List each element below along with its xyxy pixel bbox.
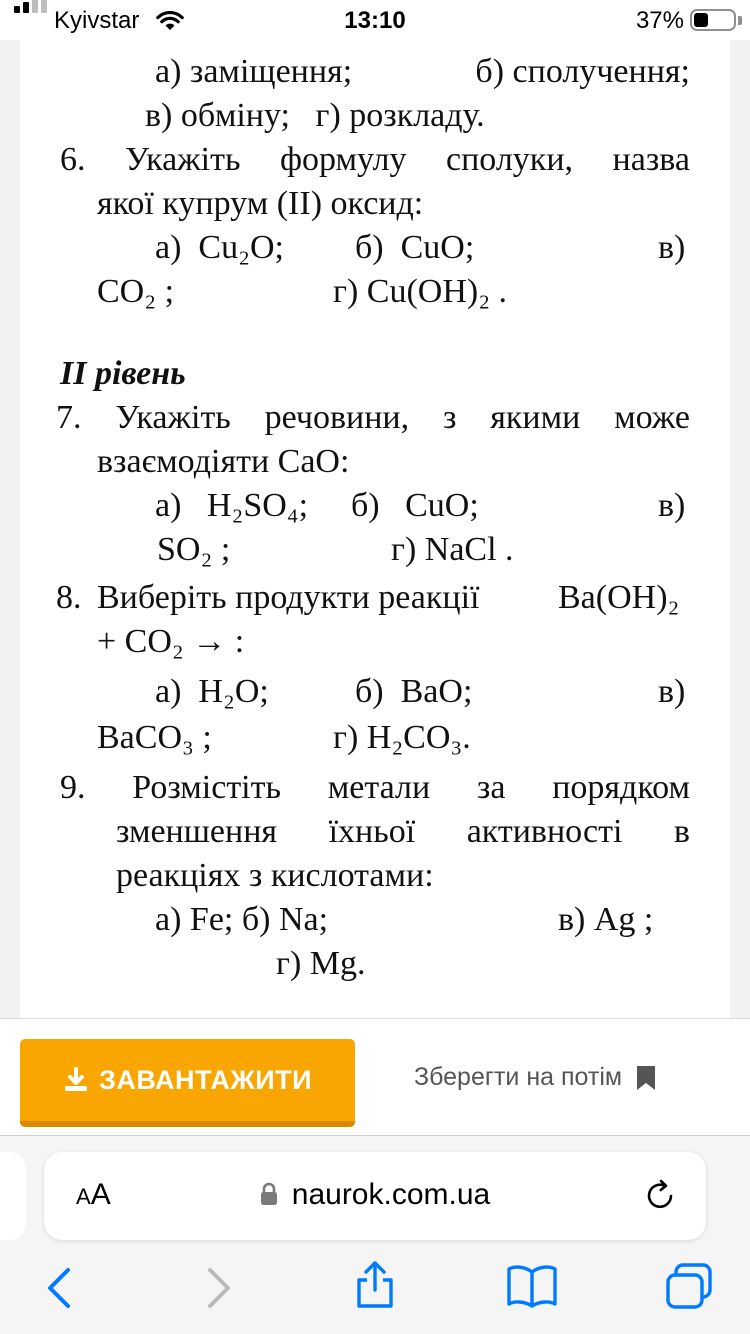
q9-option-c: в) Ag ; (558, 901, 654, 938)
download-button-label: ЗАВАНТАЖИТИ (98, 1064, 313, 1095)
q7-option-a (155, 484, 308, 528)
q7-word: може (614, 399, 690, 436)
q8-option-b-formula: BaO; (400, 673, 473, 710)
back-icon[interactable] (44, 1266, 74, 1310)
save-later-label: Зберегти на потім (414, 1063, 623, 1091)
q7-option-a-formula: H₂SO₄; (206, 487, 309, 524)
option-label: б) (355, 229, 384, 266)
q7-option-b (351, 484, 479, 528)
download-bar (0, 1018, 750, 1136)
option-label: а) (155, 229, 182, 266)
q9-word: в (673, 813, 690, 850)
save-later-button[interactable] (414, 1063, 656, 1092)
q8-option-a (155, 670, 269, 714)
q9-word: зменшення (116, 813, 278, 850)
q9-word: їхньої (328, 813, 416, 850)
q7-option-c-label: в) (658, 487, 686, 524)
q6-option-a-formula: Cu₂O; (198, 229, 284, 266)
forward-icon[interactable] (204, 1266, 234, 1310)
q9-line1 (60, 766, 690, 810)
q6-option-c-label: в) (658, 229, 686, 266)
url-text: naurok.com.ua (291, 1178, 491, 1211)
q6-option-d: г) Cu(OH)₂ . (333, 273, 508, 310)
option-label: а) (155, 673, 182, 710)
url-display[interactable] (44, 1178, 706, 1212)
option-label: а) (155, 487, 182, 524)
clock: 13:10 (344, 7, 406, 34)
battery-cap (738, 16, 742, 25)
q6-option-a (155, 226, 284, 270)
q6-number: 6. (60, 141, 86, 178)
q6-option-b (355, 226, 474, 270)
carrier-name: Kyivstar (54, 7, 140, 34)
download-button[interactable] (20, 1039, 355, 1127)
q8-line1-formula: Ba(OH)₂ (558, 579, 680, 616)
q9-word: порядком (552, 769, 690, 806)
share-icon[interactable] (354, 1260, 396, 1310)
q6-line2: якої купрум (ІІ) оксид: (97, 185, 424, 222)
q7-word: Укажіть (115, 399, 231, 436)
q9-number: 9. (60, 769, 86, 806)
q7-word: речовини, (264, 399, 410, 436)
bookmarks-icon[interactable] (506, 1264, 558, 1308)
document-text (0, 40, 750, 1018)
q8-option-c: BaCO₃ ; (97, 719, 212, 756)
q9-word: за (476, 769, 506, 806)
q6-line1 (60, 138, 690, 182)
tabs-icon[interactable] (664, 1262, 714, 1310)
bookmark-icon (636, 1065, 656, 1091)
battery-icon (690, 9, 736, 31)
q5-option-d: г) розкладу. (315, 97, 485, 134)
q8-line2: + CO₂ → : (97, 623, 245, 660)
q5-option-a: а) заміщення; (155, 53, 353, 90)
q7-line2: взаємодіяти CaO: (97, 443, 350, 480)
level-title: ІІ рівень (60, 355, 186, 392)
q6-option-c: CO₂ ; (97, 273, 175, 310)
q8-option-d: г) H₂CO₃. (333, 719, 471, 756)
q9-option-d: г) Mg. (276, 945, 366, 982)
q8-option-b (355, 670, 472, 714)
q7-word: якими (490, 399, 581, 436)
address-bar[interactable] (44, 1152, 706, 1240)
option-label: б) (355, 673, 384, 710)
previous-tab-preview[interactable] (0, 1152, 26, 1240)
q6-word: Укажіть (125, 141, 241, 178)
q5-option-c: в) обміну; (145, 97, 290, 134)
q8-option-c-label: в) (658, 673, 686, 710)
reload-icon[interactable] (644, 1178, 678, 1212)
q9-line3: реакціях з кислотами: (116, 857, 434, 894)
q7-number: 7. (56, 399, 82, 436)
q7-option-b-formula: CuO; (405, 487, 479, 524)
q8-number: 8. (56, 579, 82, 616)
status-bar (0, 0, 750, 40)
text-size-button[interactable]: AA (76, 1178, 111, 1211)
lock-icon (260, 1182, 278, 1206)
q8-option-a-formula: H₂O; (198, 673, 269, 710)
battery-percent: 37% (635, 7, 684, 34)
q5-answers-row2 (145, 94, 485, 138)
q6-word: формулу (279, 141, 407, 178)
browser-chrome (0, 1136, 750, 1334)
browser-toolbar (0, 1254, 750, 1324)
q9-line2 (116, 810, 690, 854)
document-viewer[interactable] (0, 40, 750, 1018)
q9-word: Розмістіть (132, 769, 281, 806)
q8-line1: Виберіть продукти реакції (97, 579, 480, 616)
q9-option-ab: а) Fe; б) Na; (155, 901, 329, 938)
q9-word: метали (327, 769, 431, 806)
q6-word: сполуки, (446, 141, 574, 178)
option-label: б) (351, 487, 380, 524)
q7-line1 (56, 396, 690, 440)
download-icon (63, 1067, 89, 1093)
q7-option-c: SO₂ ; (157, 531, 231, 568)
q6-word: назва (612, 141, 690, 178)
q9-word: активності (466, 813, 623, 850)
q6-option-b-formula: CuO; (400, 229, 475, 266)
q7-option-d: г) NaCl . (391, 531, 514, 568)
q5-option-b: б) сполучення; (475, 53, 690, 90)
q7-word: з (442, 399, 457, 436)
q5-answers-row1 (155, 50, 690, 94)
